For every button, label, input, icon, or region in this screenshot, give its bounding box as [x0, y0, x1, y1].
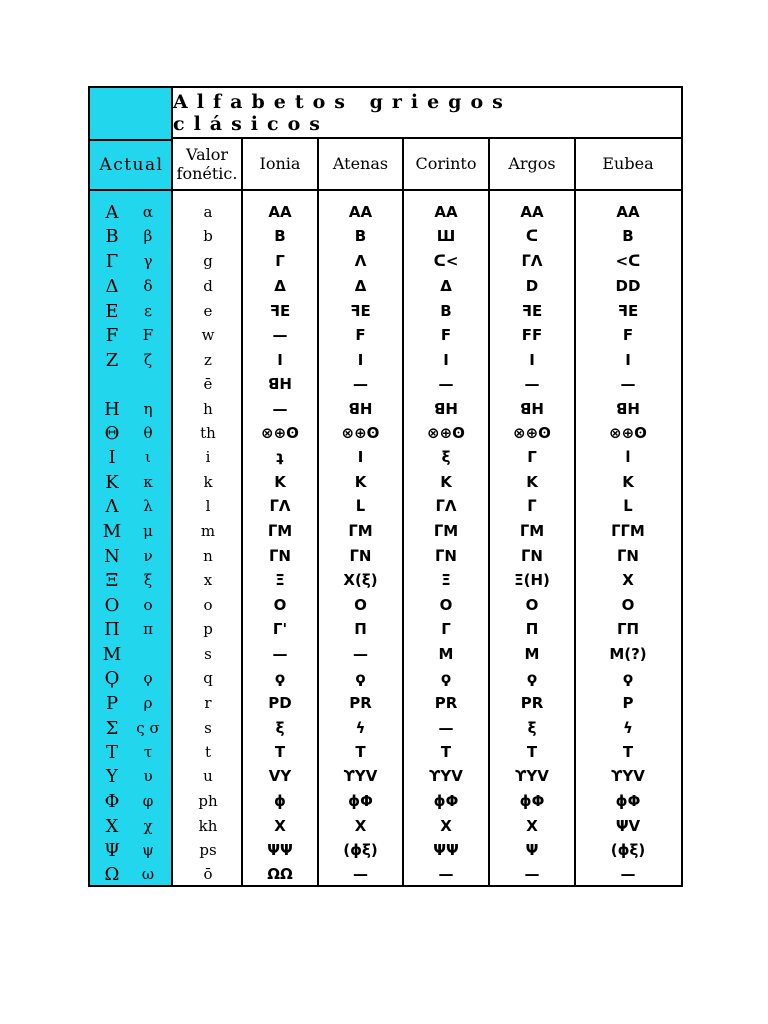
glyph-ionia: —: [272, 645, 288, 663]
glyph-atenas: I: [357, 351, 364, 369]
phonetic-value: b: [203, 227, 213, 245]
glyph-argos: K: [526, 473, 538, 491]
table-row: [90, 789, 681, 813]
glyph-atenas: —: [353, 865, 368, 883]
glyph-argos: T: [526, 743, 538, 761]
phonetic-value: s: [204, 645, 212, 663]
glyph-corinto: Δ: [440, 277, 452, 295]
glyph-corinto: AA: [434, 203, 458, 221]
glyph-atenas: ⊗⊕ʘ: [341, 424, 380, 442]
glyph-atenas: ϕΦ: [348, 792, 373, 810]
glyph-eubea: (ϕξ): [610, 841, 646, 859]
glyph-ionia: ꟻE: [269, 302, 291, 320]
glyph-ionia: ϕ: [274, 792, 286, 810]
phonetic-value: u: [203, 767, 213, 785]
phonetic-value: th: [200, 424, 216, 442]
letter-lowercase: γ: [143, 252, 153, 270]
glyph-corinto: O: [439, 596, 453, 614]
letter-uppercase: Ι: [108, 446, 116, 468]
letter-lowercase: δ: [143, 277, 153, 295]
glyph-corinto: Ш: [436, 227, 456, 245]
glyph-eubea: B: [622, 227, 634, 245]
header-eubea: Eubea: [602, 154, 654, 174]
letter-uppercase: Ψ: [104, 839, 120, 861]
glyph-atenas: ϙ: [355, 669, 366, 687]
phonetic-value: ō: [203, 865, 213, 883]
letter-lowercase: π: [143, 620, 153, 638]
glyph-corinto: ᒥN: [435, 547, 457, 565]
table-row: [90, 862, 681, 886]
letter-lowercase: F: [142, 326, 154, 344]
glyph-ionia: X: [274, 817, 286, 835]
glyph-argos: Ξ(H): [514, 571, 550, 589]
letter-lowercase: μ: [143, 522, 153, 540]
glyph-argos: Γ: [527, 448, 537, 466]
table-row: [90, 568, 681, 592]
glyph-eubea: I: [625, 351, 631, 369]
letter-lowercase: κ: [143, 473, 153, 491]
glyph-corinto: ᑕ<: [433, 252, 459, 270]
table-row: [90, 299, 681, 323]
letter-lowercase: ω: [141, 865, 155, 883]
letter-uppercase: Μ: [102, 520, 122, 542]
letter-lowercase: ο: [143, 596, 153, 614]
table-row: [90, 348, 681, 372]
letter-lowercase: ρ: [143, 694, 153, 712]
header-ionia: Ionia: [259, 154, 301, 174]
table-row: [90, 445, 681, 469]
table-row: [90, 838, 681, 862]
glyph-argos: PR: [520, 694, 544, 712]
header-row: [173, 139, 681, 191]
glyph-eubea: ꓭH: [616, 400, 640, 418]
glyph-eubea: ΨV: [615, 817, 641, 835]
glyph-ionia: ξ: [275, 719, 285, 737]
phonetic-value: h: [203, 400, 213, 418]
glyph-corinto: F: [440, 326, 452, 344]
header-argos: Argos: [508, 154, 556, 174]
table-title: Alfabetos griegos clásicos: [173, 88, 681, 139]
glyph-ionia: VY: [268, 767, 292, 785]
glyph-eubea: ϕΦ: [615, 792, 641, 810]
glyph-atenas: F: [355, 326, 366, 344]
phonetic-value: g: [203, 252, 213, 270]
letter-uppercase: M: [102, 643, 122, 665]
letter-uppercase: Τ: [105, 741, 118, 763]
table-row: [90, 642, 681, 666]
glyph-atenas: ꟻE: [350, 302, 371, 320]
table-row: [90, 593, 681, 617]
glyph-atenas: ᒥM: [348, 522, 373, 540]
glyph-atenas: ϟ: [355, 719, 366, 737]
letter-uppercase: Κ: [105, 471, 119, 493]
glyph-corinto: ꓭH: [434, 400, 458, 418]
letter-lowercase: θ: [143, 424, 153, 442]
letter-uppercase: Φ: [104, 790, 120, 812]
glyph-argos: —: [524, 865, 540, 883]
glyph-atenas: T: [355, 743, 366, 761]
glyph-atenas: ꓭH: [348, 400, 373, 418]
letter-uppercase: Β: [105, 225, 119, 247]
glyph-argos: ᒥN: [521, 547, 543, 565]
glyph-ionia: B: [274, 227, 286, 245]
glyph-atenas: X(ξ): [343, 571, 378, 589]
glyph-eubea: ᒪ: [623, 497, 633, 515]
glyph-argos: Ψ: [525, 841, 539, 859]
glyph-eubea: <ᑕ: [615, 252, 641, 270]
glyph-argos: Π: [525, 620, 539, 638]
letter-lowercase: ϙ: [143, 669, 153, 687]
glyph-atenas: ϒYV: [343, 767, 378, 785]
table-row: [90, 397, 681, 421]
glyph-argos: —: [524, 375, 540, 393]
glyph-eubea: ᒥᒥM: [611, 522, 645, 540]
table-row: [90, 814, 681, 838]
letter-uppercase: Υ: [106, 765, 118, 787]
glyph-ionia: ᒥM: [267, 522, 293, 540]
glyph-eubea: l: [625, 448, 631, 466]
phonetic-value: l: [205, 497, 211, 515]
phonetic-value: ph: [198, 792, 218, 810]
letter-uppercase: Ρ: [105, 692, 119, 714]
letter-uppercase: Ο: [104, 594, 120, 616]
glyph-corinto: ⊗⊕ʘ: [427, 424, 465, 442]
phonetic-value: p: [203, 620, 213, 638]
table-row: [90, 224, 681, 248]
phonetic-value: z: [204, 351, 212, 369]
phonetic-value: ē: [203, 375, 213, 393]
glyph-argos: ϙ: [526, 669, 538, 687]
letter-lowercase: [126, 642, 170, 666]
phonetic-value: k: [203, 473, 213, 491]
table-row: [90, 274, 681, 298]
letter-uppercase: Ζ: [105, 349, 119, 371]
glyph-argos: I: [529, 351, 535, 369]
glyph-atenas: —: [353, 645, 368, 663]
table-row: [90, 249, 681, 273]
letter-uppercase: Π: [104, 618, 120, 640]
glyph-atenas: —: [353, 375, 368, 393]
glyph-corinto: ξ: [441, 448, 451, 466]
glyph-eubea: ΓΠ: [616, 620, 640, 638]
letter-uppercase: Δ: [105, 275, 119, 297]
letter-lowercase: ξ: [143, 571, 153, 589]
glyph-ionia: Ξ: [275, 571, 285, 589]
glyph-atenas: I: [357, 448, 364, 466]
glyph-argos: ꟻE: [521, 302, 543, 320]
glyph-corinto: M: [438, 645, 454, 663]
phonetic-value: o: [203, 596, 213, 614]
letter-lowercase: α: [142, 203, 154, 221]
glyph-atenas: PR: [349, 694, 372, 712]
glyph-eubea: ᒥN: [617, 547, 639, 565]
glyph-atenas: ᒥN: [349, 547, 372, 565]
glyph-atenas: Π: [354, 620, 367, 638]
glyph-eubea: ϙ: [622, 669, 634, 687]
glyph-ionia: Γ: [275, 252, 285, 270]
table-row: [90, 421, 681, 445]
glyph-atenas: X: [354, 817, 367, 835]
letter-uppercase: [98, 372, 126, 396]
glyph-ionia: T: [274, 743, 286, 761]
letter-lowercase: υ: [143, 767, 153, 785]
letter-lowercase: χ: [143, 817, 153, 835]
letter-lowercase: ν: [143, 547, 153, 565]
glyph-ionia: ΨΨ: [267, 841, 293, 859]
glyph-corinto: Γ: [441, 620, 451, 638]
letter-uppercase: Ξ: [105, 569, 119, 591]
glyph-ionia: ΩΩ: [267, 865, 293, 883]
glyph-corinto: ᒥΛ: [435, 497, 457, 515]
table-row: [90, 666, 681, 690]
glyph-ionia: —: [272, 400, 288, 418]
letter-lowercase: ι: [145, 448, 151, 466]
letter-lowercase: η: [143, 400, 153, 418]
phonetic-value: m: [200, 522, 216, 540]
glyph-argos: FF: [521, 326, 543, 344]
letter-uppercase: Χ: [105, 815, 119, 837]
glyph-eubea: M(?): [609, 645, 647, 663]
glyph-argos: ϕΦ: [519, 792, 545, 810]
glyph-corinto: X: [440, 817, 452, 835]
glyph-argos: D: [525, 277, 539, 295]
header-corinto: Corinto: [415, 154, 477, 174]
glyph-ionia: ϙ: [274, 669, 286, 687]
letter-uppercase: F: [105, 324, 119, 346]
glyph-eubea: O: [621, 596, 635, 614]
phonetic-value: a: [203, 203, 213, 221]
glyph-eubea: K: [622, 473, 634, 491]
letter-uppercase: Α: [105, 201, 119, 223]
phonetic-value: i: [205, 448, 211, 466]
glyph-argos: ξ: [527, 719, 537, 737]
glyph-eubea: F: [622, 326, 634, 344]
glyph-eubea: —: [620, 375, 636, 393]
letter-uppercase: Γ: [105, 250, 119, 272]
phonetic-value: d: [203, 277, 213, 295]
letter-lowercase: ε: [144, 302, 152, 320]
glyph-argos: ꓭH: [520, 400, 544, 418]
table-row: [90, 470, 681, 494]
glyph-argos: AA: [520, 203, 544, 221]
phonetic-value: s: [204, 719, 212, 737]
glyph-corinto: ΨΨ: [433, 841, 459, 859]
header-actual: Actual: [90, 139, 173, 191]
glyph-argos: O: [525, 596, 539, 614]
glyph-atenas: K: [354, 473, 367, 491]
table-row: [90, 691, 681, 715]
letter-uppercase: Σ: [105, 717, 119, 739]
table-row: [90, 519, 681, 543]
letter-lowercase: τ: [143, 743, 153, 761]
phonetic-value: ps: [199, 841, 217, 859]
glyph-ionia: ⊗⊕ʘ: [261, 424, 299, 442]
table-row: [90, 740, 681, 764]
header-valor: Valor fonétic.: [176, 144, 238, 183]
phonetic-value: kh: [198, 817, 218, 835]
letter-lowercase: λ: [143, 497, 153, 515]
table-row: [90, 323, 681, 347]
glyph-eubea: ϒYV: [611, 767, 645, 785]
glyph-argos: ᒥΛ: [521, 252, 543, 270]
letter-uppercase: Λ: [105, 495, 119, 517]
glyph-corinto: ϙ: [440, 669, 452, 687]
glyph-corinto: K: [440, 473, 452, 491]
glyph-ionia: I: [277, 351, 283, 369]
glyph-atenas: O: [354, 596, 367, 614]
glyph-eubea: X: [622, 571, 634, 589]
letter-uppercase: Ε: [105, 300, 119, 322]
table-row: [90, 372, 681, 396]
letter-uppercase: Η: [104, 398, 120, 420]
glyph-eubea: AA: [616, 203, 640, 221]
glyph-corinto: I: [443, 351, 449, 369]
glyph-eubea: DD: [615, 277, 641, 295]
glyph-argos: ᒥM: [519, 522, 545, 540]
phonetic-value: r: [204, 694, 212, 712]
glyph-corinto: —: [438, 719, 454, 737]
letter-uppercase: Θ: [104, 422, 120, 444]
glyph-ionia: PD: [268, 694, 292, 712]
glyph-corinto: B: [440, 302, 452, 320]
glyph-corinto: PR: [434, 694, 458, 712]
glyph-atenas: Δ: [354, 277, 367, 295]
letter-lowercase: ψ: [142, 841, 154, 859]
glyph-argos: ϒYV: [515, 767, 549, 785]
letter-lowercase: ς σ: [136, 719, 160, 737]
glyph-ionia: ᒥΛ: [269, 497, 291, 515]
glyph-ionia: Γ': [272, 620, 288, 638]
glyph-ionia: O: [273, 596, 287, 614]
glyph-corinto: ϕΦ: [433, 792, 459, 810]
phonetic-value: t: [204, 743, 212, 761]
glyph-atenas: Λ: [354, 252, 367, 270]
glyph-argos: ᑕ: [525, 227, 539, 245]
glyph-argos: ⊗⊕ʘ: [513, 424, 551, 442]
glyph-eubea: —: [620, 865, 636, 883]
glyph-ionia: ʇ: [276, 448, 284, 466]
glyph-ionia: K: [274, 473, 286, 491]
phonetic-value: x: [203, 571, 213, 589]
letter-lowercase: ζ: [143, 351, 153, 369]
glyph-corinto: —: [438, 375, 454, 393]
glyph-ionia: ᒥN: [269, 547, 291, 565]
letter-uppercase: Ν: [104, 545, 120, 567]
phonetic-value: e: [203, 302, 213, 320]
phonetic-value: n: [203, 547, 213, 565]
letter-uppercase: Ϙ: [104, 667, 120, 689]
glyph-eubea: ⊗⊕ʘ: [609, 424, 647, 442]
glyph-atenas: ᒪ: [355, 497, 366, 515]
table-row: [90, 764, 681, 788]
table-row: [90, 716, 681, 740]
glyph-corinto: —: [438, 865, 454, 883]
glyph-atenas: (ϕξ): [343, 841, 378, 859]
glyph-corinto: Ξ: [441, 571, 451, 589]
glyph-atenas: AA: [348, 203, 373, 221]
table-row: [90, 544, 681, 568]
table-row: [90, 617, 681, 641]
letter-uppercase: Ω: [104, 863, 120, 885]
glyph-eubea: ϟ: [623, 719, 633, 737]
glyph-corinto: T: [440, 743, 452, 761]
glyph-argos: X: [526, 817, 538, 835]
header-atenas: Atenas: [332, 154, 389, 174]
glyph-eubea: T: [622, 743, 634, 761]
letter-lowercase: β: [143, 227, 153, 245]
table-row: [90, 494, 681, 518]
glyph-ionia: ꓭH: [268, 375, 292, 393]
glyph-eubea: ꟻE: [617, 302, 639, 320]
glyph-ionia: —: [272, 326, 288, 344]
phonetic-value: w: [201, 326, 215, 344]
glyph-ionia: Δ: [274, 277, 286, 295]
glyph-eubea: P: [622, 694, 634, 712]
alphabet-table: [88, 86, 683, 887]
letter-lowercase: φ: [142, 792, 154, 810]
glyph-corinto: ϒYV: [429, 767, 463, 785]
glyph-argos: M: [524, 645, 540, 663]
glyph-corinto: ᒥM: [433, 522, 459, 540]
glyph-ionia: AA: [268, 203, 292, 221]
glyph-argos: ᒥ: [527, 497, 537, 515]
phonetic-value: q: [203, 669, 213, 687]
letter-lowercase: [126, 372, 170, 396]
table-row: [90, 200, 681, 224]
glyph-atenas: B: [354, 227, 367, 245]
